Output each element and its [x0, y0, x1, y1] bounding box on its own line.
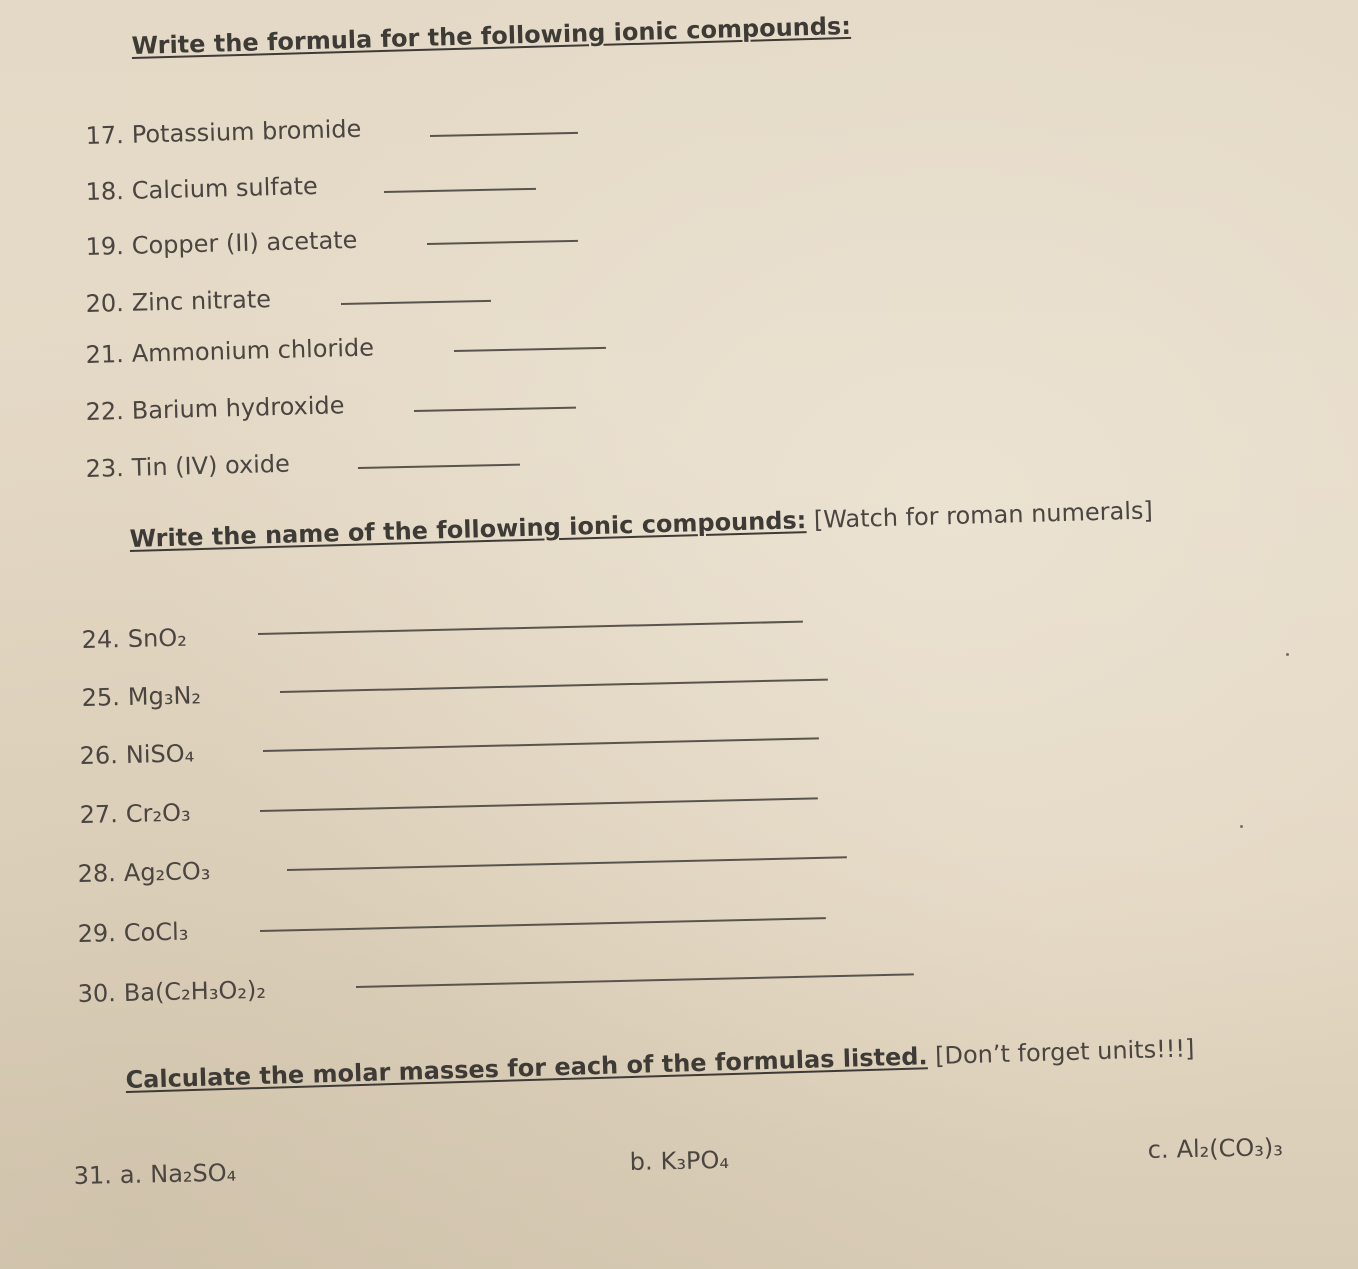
answer-blank-26[interactable] — [263, 737, 819, 752]
question-20: 20. Zinc nitrate — [85, 285, 272, 318]
compound-name: Ammonium chloride — [131, 333, 375, 368]
question-27: 27. Cr₂O₃ — [79, 798, 191, 829]
compound-formula: Mg₃N₂ — [127, 681, 202, 711]
compound-name: Copper (II) acetate — [131, 225, 358, 260]
section-title: Write the formula for the following ionic compounds: — [131, 11, 852, 60]
question-21: 21. Ammonium chloride — [85, 333, 375, 369]
compound-formula: Na₂SO₄ — [149, 1158, 237, 1189]
answer-blank-24[interactable] — [258, 621, 803, 635]
question-30: 30. Ba(C₂H₃O₂)₂ — [77, 975, 267, 1008]
section-note: [Watch for roman numerals] — [805, 496, 1154, 535]
question-31b: b. K₃PO₄ — [629, 1145, 730, 1176]
compound-name: Tin (IV) oxide — [131, 449, 291, 482]
question-25: 25. Mg₃N₂ — [81, 681, 202, 712]
question-26: 26. NiSO₄ — [79, 739, 195, 770]
question-31a: 31. a. Na₂SO₄ — [73, 1158, 237, 1190]
answer-blank-29[interactable] — [260, 917, 826, 932]
question-31c: c. Al₂(CO₃)₃ — [1147, 1133, 1284, 1164]
section-heading-naming — [129, 496, 1153, 553]
answer-blank-28[interactable] — [287, 856, 847, 871]
answer-blank-17[interactable] — [430, 132, 578, 137]
compound-formula: Ba(C₂H₃O₂)₂ — [123, 975, 267, 1007]
section-heading-formula — [131, 12, 851, 60]
compound-formula: SnO₂ — [127, 623, 188, 653]
question-28: 28. Ag₂CO₃ — [77, 856, 211, 888]
answer-blank-18[interactable] — [384, 188, 536, 193]
question-24: 24. SnO₂ — [81, 623, 188, 654]
compound-formula: Al₂(CO₃)₃ — [1176, 1133, 1284, 1164]
question-19: 19. Copper (II) acetate — [85, 225, 358, 261]
answer-blank-25[interactable] — [280, 679, 828, 693]
answer-blank-27[interactable] — [260, 797, 818, 812]
question-29: 29. CoCl₃ — [77, 917, 189, 948]
section-note: [Don’t forget units!!!] — [927, 1034, 1195, 1071]
compound-formula: CoCl₃ — [123, 917, 189, 947]
section-title: Calculate the molar masses for each of the formulas listed. — [125, 1042, 928, 1094]
compound-formula: Ag₂CO₃ — [123, 856, 211, 887]
answer-blank-19[interactable] — [427, 240, 578, 245]
compound-name: Barium hydroxide — [131, 391, 345, 425]
compound-name: Zinc nitrate — [131, 285, 272, 317]
answer-blank-22[interactable] — [414, 407, 576, 412]
section-title: Write the name of the following ionic compounds: — [129, 506, 807, 553]
compound-name: Calcium sulfate — [131, 171, 319, 205]
compound-formula: NiSO₄ — [125, 739, 195, 769]
compound-name: Potassium bromide — [131, 114, 362, 149]
paper-speck — [1286, 653, 1289, 656]
answer-blank-21[interactable] — [454, 347, 606, 352]
section-heading-molar-mass — [125, 1034, 1195, 1094]
answer-blank-30[interactable] — [356, 973, 914, 988]
question-18: 18. Calcium sulfate — [85, 171, 319, 206]
answer-blank-20[interactable] — [341, 300, 491, 305]
compound-formula: Cr₂O₃ — [125, 798, 191, 828]
question-22: 22. Barium hydroxide — [85, 391, 345, 426]
paper-speck — [1240, 825, 1243, 828]
question-17: 17. Potassium bromide — [85, 114, 362, 150]
compound-formula: K₃PO₄ — [660, 1145, 730, 1176]
answer-blank-23[interactable] — [358, 464, 520, 469]
question-23: 23. Tin (IV) oxide — [85, 449, 291, 483]
